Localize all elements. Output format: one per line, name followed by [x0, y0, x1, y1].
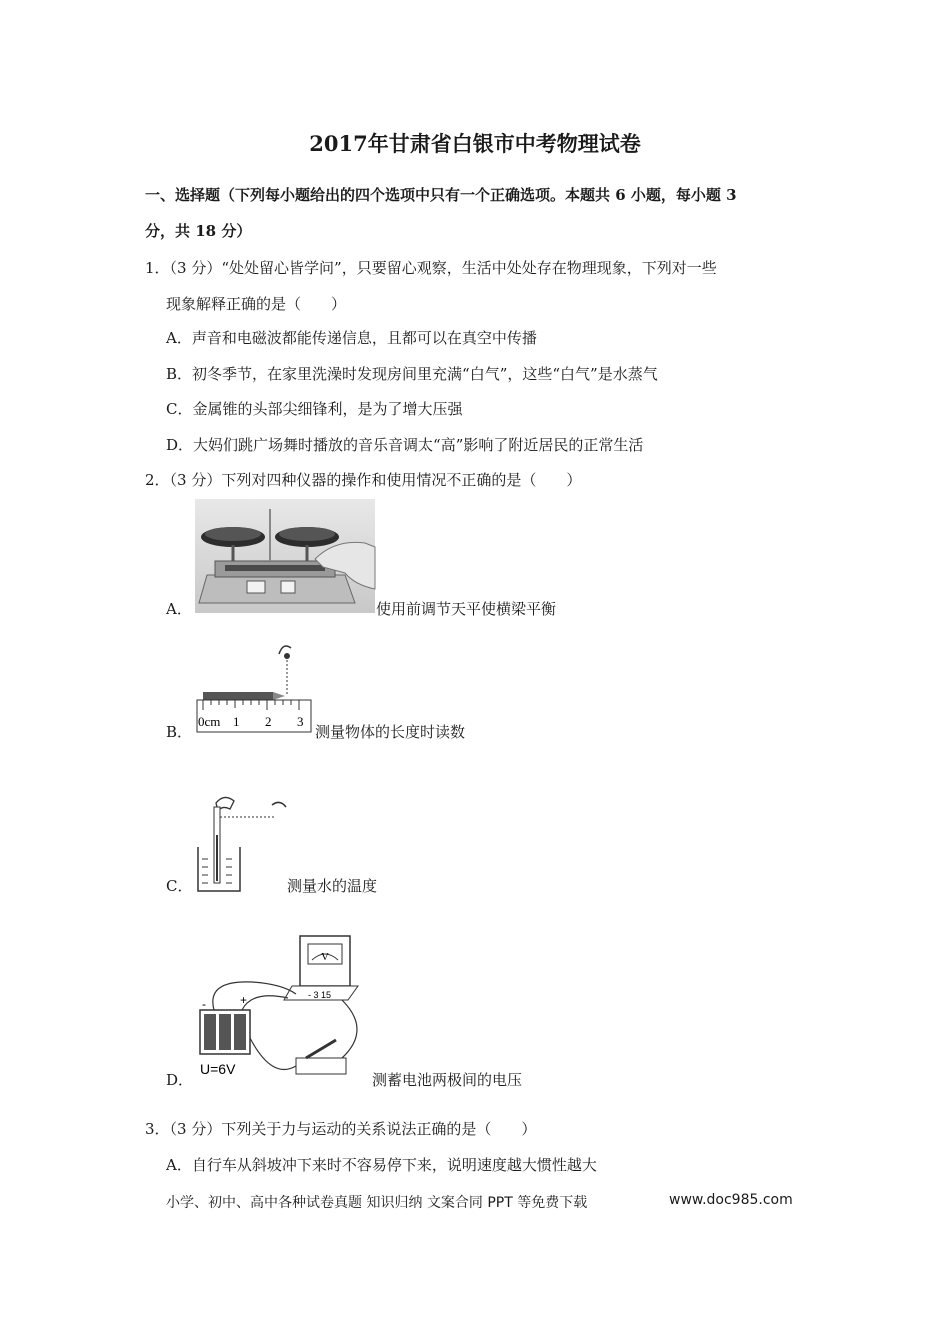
ruler-label-0cm: 0cm: [198, 714, 221, 729]
q2-option-b-letter: B．: [166, 723, 193, 741]
battery-sign-plus: +: [240, 993, 248, 1007]
q2-option-c-text: 测量水的温度: [287, 877, 378, 895]
q2-option-a-letter: A．: [166, 600, 192, 618]
section-heading-line2: 分，共 18 分）: [145, 222, 252, 240]
q2-option-d-text: 测蓄电池两极间的电压: [372, 1071, 523, 1089]
q1-option-a: A．声音和电磁波都能传递信息，且都可以在真空中传播: [166, 329, 537, 347]
ruler-label-3: 3: [297, 714, 304, 729]
ruler-label-1: 1: [233, 714, 240, 729]
circuit-figure: [192, 930, 372, 1090]
q2-option-b-text: 测量物体的长度时读数: [315, 723, 466, 741]
q1-stem-line1: 1．（3 分）“处处留心皆学问”，只要留心观察，生活中处处存在物理现象，下列对一些: [145, 259, 717, 277]
page-title: 2017年甘肃省白银市中考物理试卷: [309, 131, 641, 156]
section-heading-line1: 一、选择题（下列每小题给出的四个选项中只有一个正确选项。本题共 6 小题，每小题 3: [145, 186, 737, 204]
footer-text: 小学、初中、高中各种试卷真题 知识归纳 文案合同 PPT 等免费下载: [166, 1195, 588, 1211]
q2-option-a-text: 使用前调节天平使横梁平衡: [376, 600, 557, 618]
balance-figure: [195, 499, 375, 613]
meter-terminals: - 3 15: [308, 990, 332, 1000]
ruler-figure: [195, 640, 315, 736]
ruler-label-2: 2: [265, 714, 272, 729]
q1-stem-line2: 现象解释正确的是（ ）: [166, 295, 347, 313]
meter-label: V: [321, 951, 329, 963]
q2-option-d-letter: D．: [166, 1071, 194, 1089]
footer-link[interactable]: www.doc985.com: [669, 1192, 793, 1208]
q2-stem: 2．（3 分）下列对四种仪器的操作和使用情况不正确的是（ ）: [145, 471, 582, 489]
q3-stem: 3．（3 分）下列关于力与运动的关系说法正确的是（ ）: [145, 1120, 537, 1138]
q3-option-a: A．自行车从斜坡冲下来时不容易停下来，说明速度越大惯性越大: [166, 1156, 597, 1174]
q1-option-b: B．初冬季节，在家里洗澡时发现房间里充满“白气”，这些“白气”是水蒸气: [166, 365, 658, 383]
q1-option-d: D．大妈们跳广场舞时播放的音乐音调太“高”影响了附近居民的正常生活: [166, 436, 644, 454]
q1-option-c: C．金属锥的头部尖细锋利，是为了增大压强: [166, 400, 463, 418]
battery-sign-minus: -: [202, 997, 206, 1011]
thermometer-figure: [190, 795, 290, 895]
q2-option-c-letter: C．: [166, 877, 193, 895]
battery-label: U=6V: [200, 1061, 236, 1077]
